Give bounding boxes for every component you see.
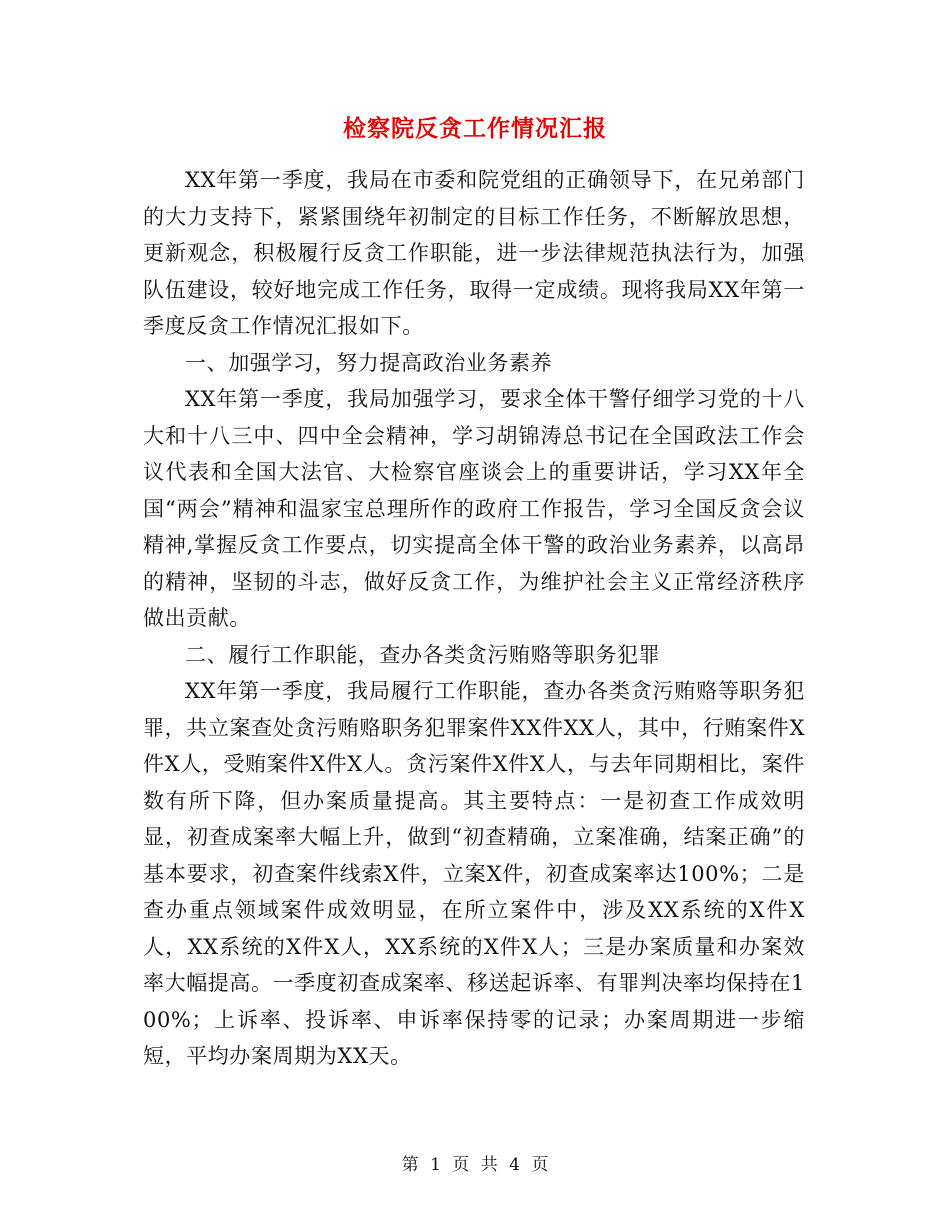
section-2-paragraph: XX年第一季度，我局履行工作职能，查办各类贪污贿赂等职务犯罪，共立案查处贪污贿赂职务犯罪案件XX件XX人，其中，行贿案件X件X人，受贿案件X件X人。贪污案件X件X人，与去年同期相比，案件数有所下降，但办案质量提高。其主要特点：一是初查工作成效明显，初查成案率大幅上升，做到“初查精确，立案准确，结案正确”的基本要求，初查案件线索X件，立案X件，初查成案率达100%；二是查办重点领域案件成效明显，在所立案件中，涉及XX系统的X件X人，XX系统的X件X人，XX系统的X件X人；三是办案质量和办案效率大幅提高。一季度初查成案率、移送起诉率、有罪判决率均保持在100%；上诉率、投诉率、申诉率保持零的记录；办案周期进一步缩短，平均办案周期为XX天。 [143, 679, 805, 1068]
document-body [143, 162, 805, 1075]
section-heading-2: 二、履行工作职能，查办各类贪污贿赂等职务犯罪 [185, 642, 661, 667]
document-title: 检察院反贪工作情况汇报 [343, 115, 607, 142]
intro-paragraph: XX年第一季度，我局在市委和院党组的正确领导下，在兄弟部门的大力支持下，紧紧围绕年初制定的目标工作任务，不断解放思想，更新观念，积极履行反贪工作职能，进一步法律规范执法行为，加强队伍建设，较好地完成工作任务，取得一定成绩。现将我局XX年第一季度反贪工作情况汇报如下。 [143, 168, 805, 338]
section-1-paragraph: XX年第一季度，我局加强学习，要求全体干警仔细学习党的十八大和十八三中、四中全会精神，学习胡锦涛总书记在全国政法工作会议代表和全国大法官、大检察官座谈会上的重要讲话，学习XX年全国“两会”精神和温家宝总理所作的政府工作报告，学习全国反贪会议精神,掌握反贪工作要点，切实提高全体干警的政治业务素养，以高昂的精神，坚韧的斗志，做好反贪工作，为维护社会主义正常经济秩序做出贡献。 [143, 387, 805, 630]
page-number-footer: 第 1 页 共 4 页 [401, 1155, 549, 1175]
section-heading-1: 一、加强学习，努力提高政治业务素养 [185, 350, 553, 375]
